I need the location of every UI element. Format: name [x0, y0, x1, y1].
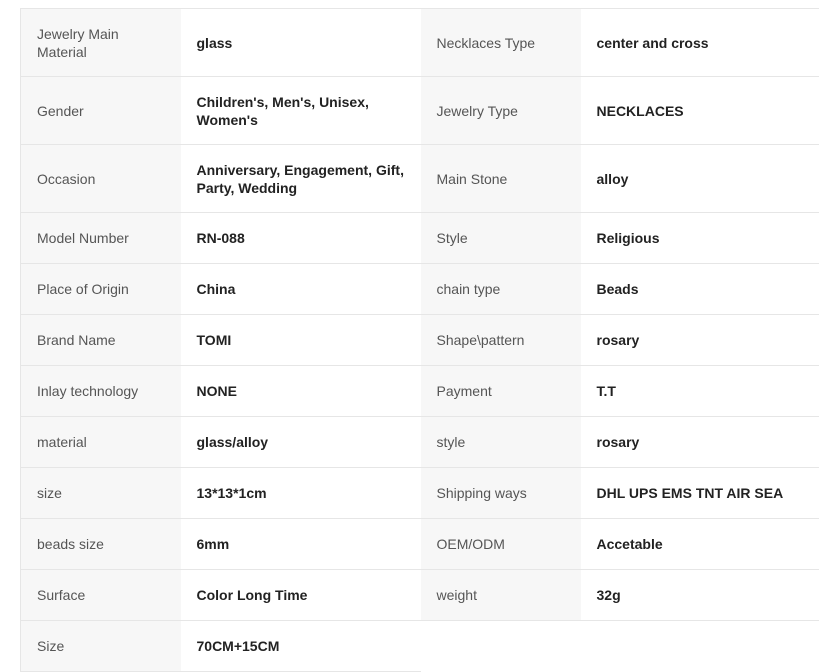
attribute-value: Beads — [581, 264, 819, 315]
attribute-value: 13*13*1cm — [181, 468, 421, 519]
attribute-name: Shipping ways — [421, 468, 581, 519]
attribute-value: Color Long Time — [181, 570, 421, 621]
attribute-name: beads size — [21, 519, 181, 570]
table-row — [21, 621, 819, 672]
attribute-name: material — [21, 417, 181, 468]
empty-cell — [581, 621, 819, 672]
attribute-value: RN-088 — [181, 213, 421, 264]
attribute-name: size — [21, 468, 181, 519]
attribute-value: China — [181, 264, 421, 315]
attribute-name: Shape\pattern — [421, 315, 581, 366]
table-row — [21, 264, 819, 315]
table-row — [21, 468, 819, 519]
attribute-name: Size — [21, 621, 181, 672]
attribute-name: Place of Origin — [21, 264, 181, 315]
table-row — [21, 315, 819, 366]
attribute-value: Children's, Men's, Unisex, Women's — [181, 77, 421, 145]
attribute-name: weight — [421, 570, 581, 621]
product-attributes-section — [20, 8, 819, 672]
attribute-value: DHL UPS EMS TNT AIR SEA — [581, 468, 819, 519]
table-row — [21, 145, 819, 213]
attribute-value: 6mm — [181, 519, 421, 570]
attribute-name: Occasion — [21, 145, 181, 213]
attribute-value: Accetable — [581, 519, 819, 570]
attribute-value: TOMI — [181, 315, 421, 366]
empty-cell — [421, 621, 581, 672]
table-row — [21, 519, 819, 570]
attribute-name: Jewelry Main Material — [21, 9, 181, 77]
attribute-value: alloy — [581, 145, 819, 213]
product-attributes-table — [20, 8, 819, 672]
attribute-value: rosary — [581, 315, 819, 366]
attribute-value: Religious — [581, 213, 819, 264]
attribute-value: NECKLACES — [581, 77, 819, 145]
attribute-value: glass/alloy — [181, 417, 421, 468]
attribute-name: Gender — [21, 77, 181, 145]
attribute-value: rosary — [581, 417, 819, 468]
attribute-name: style — [421, 417, 581, 468]
attribute-name: Brand Name — [21, 315, 181, 366]
attribute-value: 70CM+15CM — [181, 621, 421, 672]
table-row — [21, 77, 819, 145]
table-row — [21, 570, 819, 621]
attribute-name: Surface — [21, 570, 181, 621]
attribute-value: T.T — [581, 366, 819, 417]
table-row — [21, 417, 819, 468]
attribute-value: center and cross — [581, 9, 819, 77]
attribute-name: Payment — [421, 366, 581, 417]
attribute-name: OEM/ODM — [421, 519, 581, 570]
attribute-value: NONE — [181, 366, 421, 417]
table-row — [21, 213, 819, 264]
attribute-name: Style — [421, 213, 581, 264]
attribute-name: Main Stone — [421, 145, 581, 213]
table-row — [21, 366, 819, 417]
table-row — [21, 9, 819, 77]
attribute-name: Jewelry Type — [421, 77, 581, 145]
attribute-name: Necklaces Type — [421, 9, 581, 77]
attribute-value: 32g — [581, 570, 819, 621]
attribute-value: glass — [181, 9, 421, 77]
attribute-name: Inlay technology — [21, 366, 181, 417]
attribute-name: Model Number — [21, 213, 181, 264]
attribute-name: chain type — [421, 264, 581, 315]
attribute-value: Anniversary, Engagement, Gift, Party, Wedding — [181, 145, 421, 213]
